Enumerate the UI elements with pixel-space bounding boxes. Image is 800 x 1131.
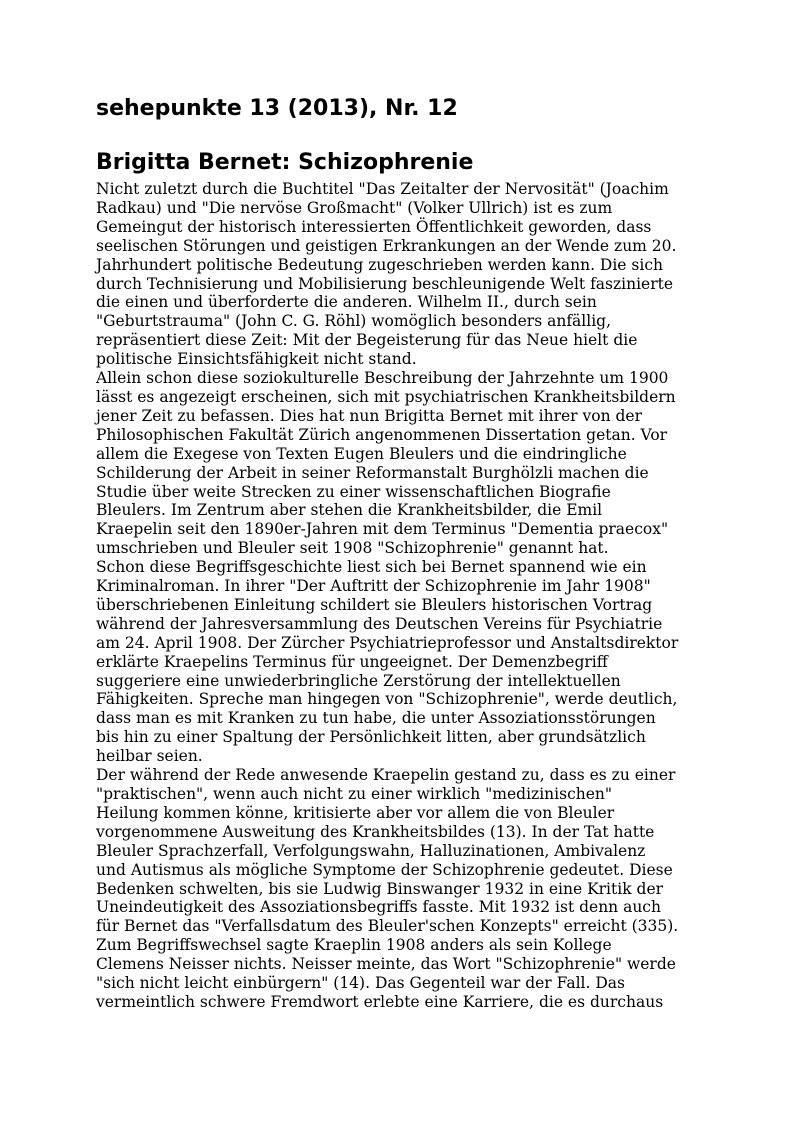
body-line: suggeriere eine unwiederbringliche Zerstörung der intellektuellen <box>96 671 621 690</box>
body-line: während der Jahresversammlung des Deutschen Vereins für Psychiatrie <box>96 614 663 633</box>
body-line: vorgenommene Ausweitung des Krankheitsbildes (13). In der Tat hatte <box>96 822 655 841</box>
body-line: Zum Begriffswechsel sagte Kraeplin 1908 anders als sein Kollege <box>96 936 612 955</box>
body-line: allem die Exegese von Texten Eugen Bleulers und die eindringliche <box>96 444 627 463</box>
body-line: lässt es angezeigt erscheinen, sich mit psychiatrischen Krankheitsbildern <box>96 387 676 406</box>
body-line: die einen und überforderte die anderen. Wilhelm II., durch sein <box>96 293 597 312</box>
body-line: Radkau) und "Die nervöse Großmacht" (Volker Ullrich) ist es zum <box>96 198 613 217</box>
body-line: Jahrhundert politische Bedeutung zugeschrieben werden kann. Die sich <box>96 255 663 274</box>
body-line: durch Technisierung und Mobilisierung beschleunigende Welt faszinierte <box>96 274 674 293</box>
body-line: "praktischen", wenn auch nicht zu einer wirklich "medizinischen" <box>96 785 613 803</box>
body-line: erklärte Kraepelins Terminus für ungeeignet. Der Demenzbegriff <box>96 652 608 671</box>
body-line: am 24. April 1908. Der Zürcher Psychiatrieprofessor und Anstaltsdirektor <box>96 633 679 652</box>
body-line: Kriminalroman. In ihrer "Der Auftritt der Schizophrenie im Jahr 1908" <box>96 577 651 596</box>
journal-citation: sehepunkte 13 (2013), Nr. 12 <box>96 96 458 121</box>
body-line: bis hin zu einer Spaltung der Persönlichkeit litten, aber grundsätzlich <box>96 728 646 747</box>
body-line: dass man es mit Kranken zu tun habe, die unter Assoziationsstörungen <box>96 709 656 728</box>
body-line: Nicht zuletzt durch die Buchtitel "Das Zeitalter der Nervosität" (Joachim <box>96 180 669 198</box>
body-line: Bedenken schwelten, bis sie Ludwig Binswanger 1932 in eine Kritik der <box>96 879 664 898</box>
body-line: "sich nicht leicht einbürgern" (14). Das Gegenteil war der Fall. Das <box>96 974 625 993</box>
body-line: Studie über weite Strecken zu einer wissenschaftlichen Biografie <box>96 482 611 501</box>
body-line: jener Zeit zu befassen. Dies hat nun Brigitta Bernet mit ihrer von der <box>96 406 643 425</box>
body-line: Heilung kommen könne, kritisierte aber vor allem die von Bleuler <box>96 803 615 822</box>
body-line: politische Einsichtsfähigkeit nicht stand. <box>96 350 417 369</box>
body-line: Uneindeutigkeit des Assoziationsbegriffs fasste. Mit 1932 ist denn auch <box>96 898 661 917</box>
body-line: seelischen Störungen und geistigen Erkrankungen an der Wende zum 20. <box>96 236 677 255</box>
body-line: Der während der Rede anwesende Kraepelin gestand zu, dass es zu einer <box>96 766 676 785</box>
body-line: umschrieben und Bleuler seit 1908 "Schizophrenie" genannt hat. <box>96 539 609 558</box>
body-line: vermeintlich schwere Fremdwort erlebte eine Karriere, die es durchaus <box>96 992 664 1011</box>
body-line: Bleulers. Im Zentrum aber stehen die Krankheitsbilder, die Emil <box>96 501 603 520</box>
body-line: Clemens Neisser nichts. Neisser meinte, das Wort "Schizophrenie" werde <box>96 955 676 974</box>
review-body <box>96 180 716 1012</box>
body-line: für Bernet das "Verfallsdatum des Bleuler'schen Konzepts" erreicht (335). <box>96 917 679 936</box>
body-line: Philosophischen Fakultät Zürich angenommenen Dissertation getan. Vor <box>96 425 668 444</box>
body-line: Allein schon diese soziokulturelle Beschreibung der Jahrzehnte um 1900 <box>96 369 669 388</box>
review-title: Brigitta Bernet: Schizophrenie <box>96 150 474 175</box>
body-line: heilbar seien. <box>96 747 203 766</box>
document-page <box>96 94 716 1012</box>
body-line: überschriebenen Einleitung schildert sie Bleulers historischen Vortrag <box>96 595 653 614</box>
body-line: Schilderung der Arbeit in seiner Reformanstalt Burghölzli machen die <box>96 463 649 482</box>
body-line: Kraepelin seit den 1890er-Jahren mit dem Terminus "Dementia praecox" <box>96 520 669 539</box>
body-line: Gemeingut der historisch interessierten Öffentlichkeit geworden, dass <box>96 217 652 236</box>
body-line: repräsentiert diese Zeit: Mit der Begeisterung für das Neue hielt die <box>96 331 638 350</box>
body-line: "Geburtstrauma" (John C. G. Röhl) womöglich besonders anfällig, <box>96 312 612 331</box>
body-line: Schon diese Begriffsgeschichte liest sich bei Bernet spannend wie ein <box>96 558 647 577</box>
body-line: Bleuler Sprachzerfall, Verfolgungswahn, Halluzinationen, Ambivalenz <box>96 841 646 860</box>
body-line: und Autismus als mögliche Symptome der Schizophrenie gedeutet. Diese <box>96 860 673 879</box>
body-line: Fähigkeiten. Spreche man hingegen von "Schizophrenie", werde deutlich, <box>96 690 678 709</box>
